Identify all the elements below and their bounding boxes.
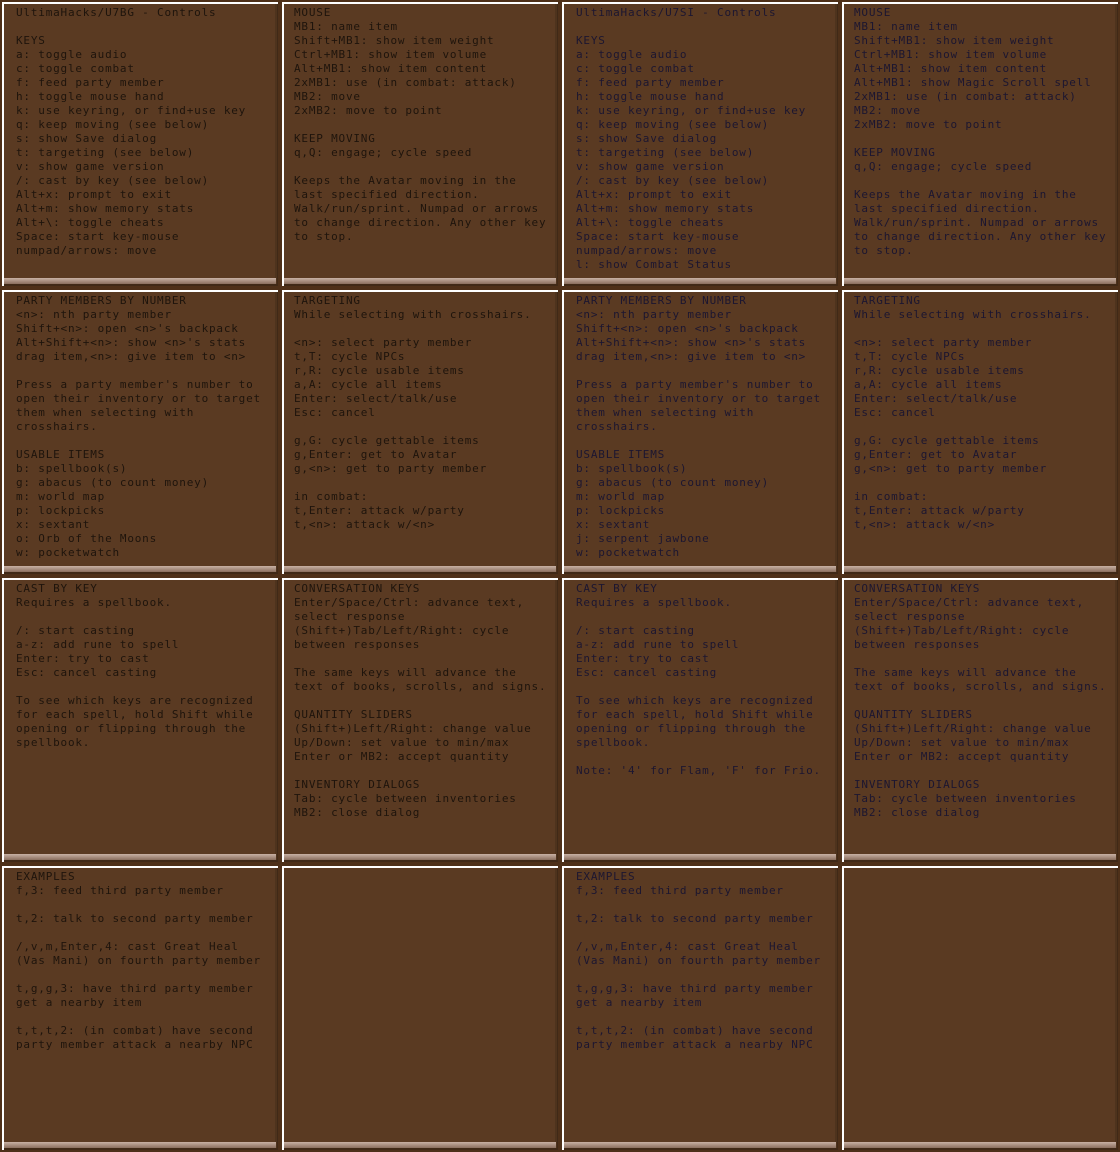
u7bg-page-3 (0, 288, 280, 576)
u7si-page-8-blank (840, 864, 1120, 1152)
u7si-page-6 (840, 576, 1120, 864)
u7bg-page-2 (280, 0, 560, 288)
u7bg-examples-text: EXAMPLES f,3: feed third party member t,2: talk to second party member /,v,m,Enter,4: cast Great Heal (Vas Mani) on fourth party member t,g,g,3: have third party member get a nearby item t,t,t,2: (in combat) have second party member attack a nearby NPC (16, 870, 261, 1051)
u7si-page-7 (560, 864, 840, 1152)
u7si-page-3 (560, 288, 840, 576)
u7si-keys-text: UltimaHacks/U7SI - Controls KEYS a: toggle audio c: toggle combat f: feed party member h: toggle mouse hand k: use keyring, or find+use key q: keep moving (see below) s: show Save dialog t: targeting (see below) v: show game version /: cast by key (see below) Alt+x: prompt to exit Alt+m: show memory stats Alt+\: toggle cheats Space: start key-mouse numpad/arrows: move l: show Combat Status (576, 6, 807, 271)
u7si-page-4 (840, 288, 1120, 576)
u7bg-mouse-text: MOUSE MB1: name item Shift+MB1: show item weight Ctrl+MB1: show item volume Alt+MB1: show item content 2xMB1: use (in combat: attack) MB2: move 2xMB2: move to point KEEP MOVING q,Q: engage; cycle speed Keeps the Avatar moving in the last specified direction. Walk/run/sprint. Numpad or arrows to change direction. Any other key to stop. (294, 6, 547, 243)
u7bg-party-members-text: PARTY MEMBERS BY NUMBER <n>: nth party member Shift+<n>: open <n>'s backpack Alt+Shift+<n>: show <n>'s stats drag item,<n>: give item to <n> Press a party member's number to open their inventory or to target them when selecting with crosshairs. USABLE ITEMS b: spellbook(s) g: abacus (to count money) m: world map p: lockpicks x: sextant o: Orb of the Moons w: pocketwatch (16, 294, 261, 559)
u7si-party-members-text: PARTY MEMBERS BY NUMBER <n>: nth party member Shift+<n>: open <n>'s backpack Alt+Shift+<n>: show <n>'s stats drag item,<n>: give item to <n> Press a party member's number to open their inventory or to target them when selecting with crosshairs. USABLE ITEMS b: spellbook(s) g: abacus (to count money) m: world map p: lockpicks x: sextant j: serpent jawbone w: pocketwatch (576, 294, 821, 559)
u7si-page-1 (560, 0, 840, 288)
u7si-page-5 (560, 576, 840, 864)
u7bg-keys-text: UltimaHacks/U7BG - Controls KEYS a: toggle audio c: toggle combat f: feed party member h: toggle mouse hand k: use keyring, or find+use key q: keep moving (see below) s: show Save dialog t: targeting (see below) v: show game version /: cast by key (see below) Alt+x: prompt to exit Alt+m: show memory stats Alt+\: toggle cheats Space: start key-mouse numpad/arrows: move (16, 6, 247, 257)
u7bg-page-7 (0, 864, 280, 1152)
u7bg-targeting-text: TARGETING While selecting with crosshairs. <n>: select party member t,T: cycle NPCs r,R: cycle usable items a,A: cycle all items Enter: select/talk/use Esc: cancel g,G: cycle gettable items g,Enter: get to Avatar g,<n>: get to party member in combat: t,Enter: attack w/party t,<n>: attack w/<n> (294, 294, 532, 531)
u7bg-page-5 (0, 576, 280, 864)
u7si-conversation-text: CONVERSATION KEYS Enter/Space/Ctrl: advance text, select response (Shift+)Tab/Left/Right: cycle between responses The same keys will advance the text of books, scrolls, and signs. QUANTITY SLIDERS (Shift+)Left/Right: change value Up/Down: set value to min/max Enter or MB2: accept quantity INVENTORY DIALOGS Tab: cycle between inventories MB2: close dialog (854, 582, 1107, 819)
u7si-targeting-text: TARGETING While selecting with crosshairs. <n>: select party member t,T: cycle NPCs r,R: cycle usable items a,A: cycle all items Enter: select/talk/use Esc: cancel g,G: cycle gettable items g,Enter: get to Avatar g,<n>: get to party member in combat: t,Enter: attack w/party t,<n>: attack w/<n> (854, 294, 1092, 531)
u7si-cast-by-key-text: CAST BY KEY Requires a spellbook. /: start casting a-z: add rune to spell Enter: try to cast Esc: cancel casting To see which keys are recognized for each spell, hold Shift while opening or flipping through the spellbook. Note: '4' for Flam, 'F' for Frio. (576, 582, 821, 777)
u7bg-page-1 (0, 0, 280, 288)
u7bg-page-6 (280, 576, 560, 864)
u7si-mouse-text: MOUSE MB1: name item Shift+MB1: show item weight Ctrl+MB1: show item volume Alt+MB1: show item content Alt+MB1: show Magic Scroll spell 2xMB1: use (in combat: attack) MB2: move 2xMB2: move to point KEEP MOVING q,Q: engage; cycle speed Keeps the Avatar moving in the last specified direction. Walk/run/sprint. Numpad or arrows to change direction. Any other key to stop. (854, 6, 1107, 257)
u7bg-page-8-blank (280, 864, 560, 1152)
u7bg-conversation-text: CONVERSATION KEYS Enter/Space/Ctrl: advance text, select response (Shift+)Tab/Left/Right: cycle between responses The same keys will advance the text of books, scrolls, and signs. QUANTITY SLIDERS (Shift+)Left/Right: change value Up/Down: set value to min/max Enter or MB2: accept quantity INVENTORY DIALOGS Tab: cycle between inventories MB2: close dialog (294, 582, 547, 819)
u7si-page-2 (840, 0, 1120, 288)
u7bg-page-4 (280, 288, 560, 576)
u7bg-cast-by-key-text: CAST BY KEY Requires a spellbook. /: start casting a-z: add rune to spell Enter: try to cast Esc: cancel casting To see which keys are recognized for each spell, hold Shift while opening or flipping through the spellbook. (16, 582, 254, 749)
u7si-examples-text: EXAMPLES f,3: feed third party member t,2: talk to second party member /,v,m,Enter,4: cast Great Heal (Vas Mani) on fourth party member t,g,g,3: have third party member get a nearby item t,t,t,2: (in combat) have second party member attack a nearby NPC (576, 870, 821, 1051)
